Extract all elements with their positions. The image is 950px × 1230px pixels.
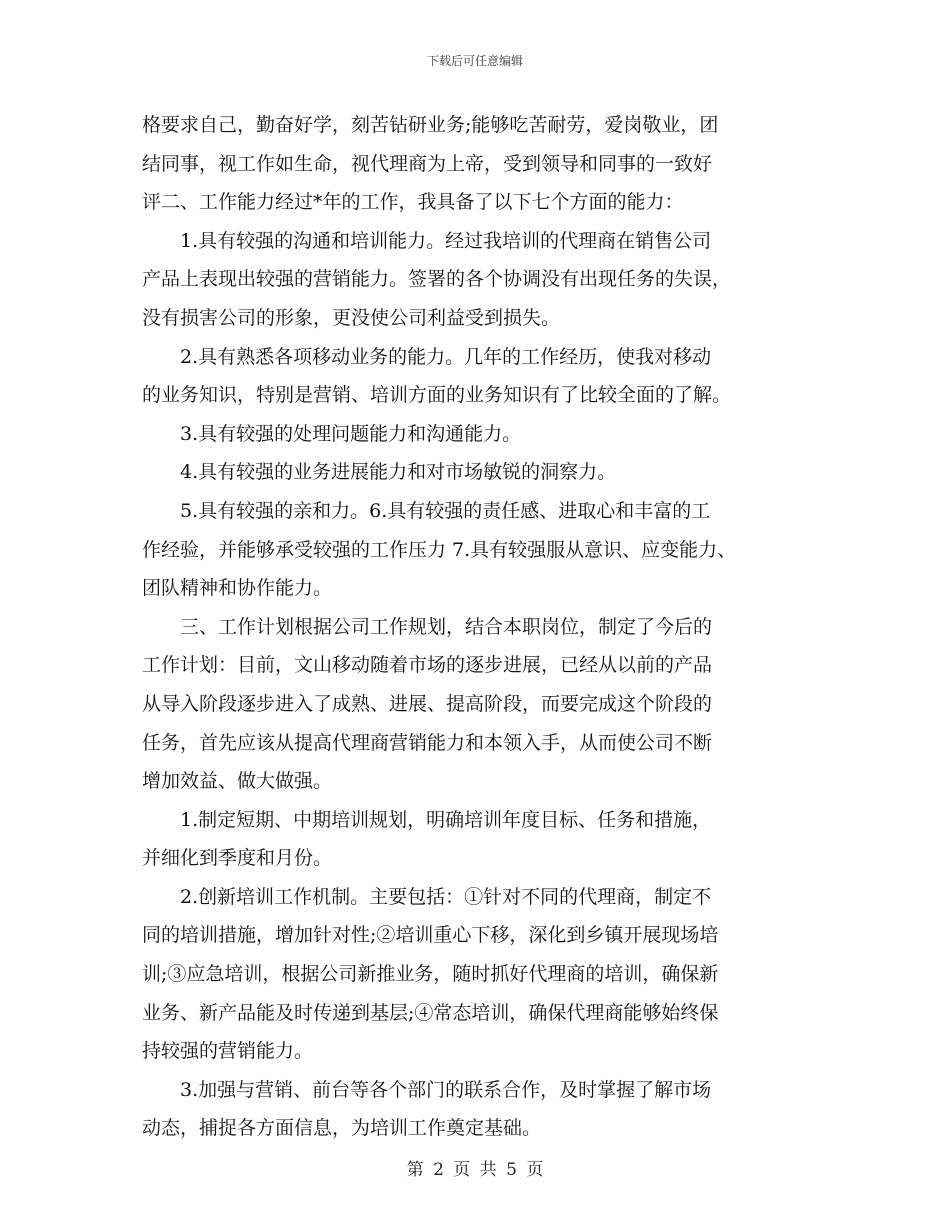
text-line: 结同事，视工作如生命，视代理商为上帝，受到领导和同事的一致好: [142, 152, 713, 175]
text-line: 1.具有较强的沟通和培训能力。经过我培训的代理商在销售公司: [142, 229, 712, 252]
body-text: [142, 106, 812, 1148]
text-line: 3.具有较强的处理问题能力和沟通能力。: [142, 422, 522, 445]
text-line: 增加效益、做大做强。: [142, 770, 333, 793]
text-line: 的业务知识，特别是营销、培训方面的业务知识有了比较全面的了解。: [142, 384, 732, 407]
text-line: 没有损害公司的形象，更没使公司利益受到损失。: [142, 306, 561, 329]
text-line: 2.创新培训工作机制。主要包括：①针对不同的代理商，制定不: [142, 885, 712, 908]
text-line: 同的培训措施，增加针对性;②培训重心下移，深化到乡镇开展现场培: [142, 924, 719, 947]
text-line: 5.具有较强的亲和力。6.具有较强的责任感、进取心和丰富的工: [142, 499, 711, 522]
text-line: 训;③应急培训，根据公司新推业务，随时抓好代理商的培训，确保新: [142, 963, 719, 986]
text-line: 产品上表现出较强的营销能力。签署的各个协调没有出现任务的失误，: [142, 268, 732, 291]
page-number-footer: 第 2 页 共 5 页: [406, 1160, 544, 1180]
text-line: 工作计划：目前，文山移动随着市场的逐步进展，已经从以前的产品: [142, 654, 713, 677]
text-line: 并细化到季度和月份。: [142, 847, 333, 870]
text-line: 1.制定短期、中期培训规划，明确培训年度目标、任务和措施，: [142, 808, 712, 831]
text-line: 业务、新产品能及时传递到基层;④常态培训，确保代理商能够始终保: [142, 1001, 719, 1024]
text-line: 任务，首先应该从提高代理商营销能力和本领入手，从而使公司不断: [142, 731, 713, 754]
text-line: 三、工作计划根据公司工作规划，结合本职岗位，制定了今后的: [142, 615, 713, 638]
text-line: 从导入阶段逐步进入了成熟、进展、提高阶段，而要完成这个阶段的: [142, 692, 713, 715]
text-line: 3.加强与营销、前台等各个部门的联系合作，及时掌握了解市场: [142, 1078, 712, 1101]
text-line: 团队精神和协作能力。: [142, 577, 333, 600]
text-line: 2.具有熟悉各项移动业务的能力。几年的工作经历，使我对移动: [142, 345, 712, 368]
text-line: 动态，捕捉各方面信息，为培训工作奠定基础。: [142, 1117, 542, 1140]
text-line: 4.具有较强的业务进展能力和对市场敏锐的洞察力。: [142, 461, 617, 484]
page-header: 下载后可任意编辑: [426, 54, 523, 68]
text-line: 持较强的营销能力。: [142, 1040, 314, 1063]
document-body: [142, 106, 812, 1148]
text-line: 评二、工作能力经过*年的工作，我具备了以下七个方面的能力：: [142, 191, 684, 214]
text-line: 格要求自己，勤奋好学，刻苦钻研业务;能够吃苦耐劳，爱岗敬业，团: [142, 114, 719, 136]
text-line: 作经验，并能够承受较强的工作压力 7.具有较强服从意识、应变能力、: [142, 538, 737, 561]
